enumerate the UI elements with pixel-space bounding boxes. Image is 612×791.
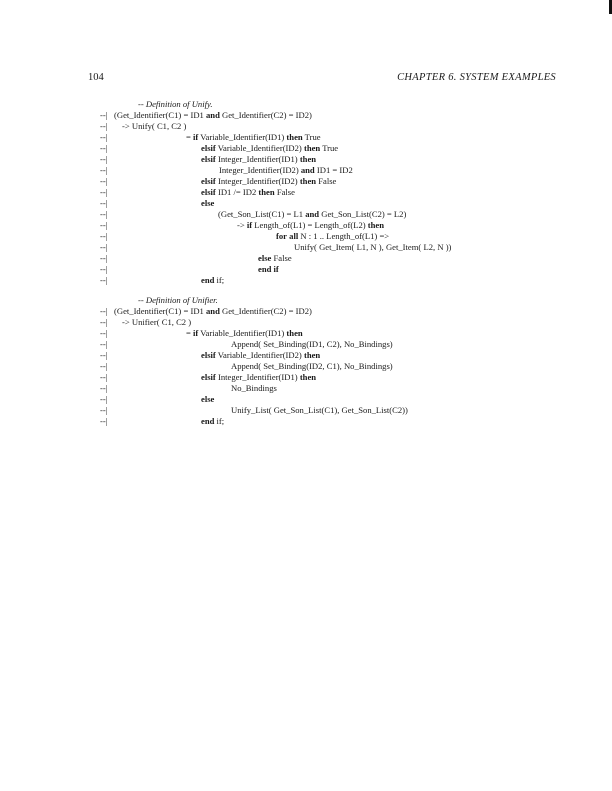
line-marker: --| (100, 110, 108, 120)
line-marker: --| (100, 176, 108, 186)
code-text: (Get_Identifier(C1) = ID1 and Get_Identifier(C2) = ID2) (114, 110, 312, 120)
code-text: elsif Variable_Identifier(ID2) then True (201, 143, 339, 153)
line-marker: --| (100, 264, 108, 274)
line-marker: --| (100, 198, 108, 208)
code-text: No_Bindings (231, 383, 277, 393)
line-marker: --| (100, 242, 108, 252)
code-line (0, 220, 612, 231)
code-text: elsif ID1 /= ID2 then False (201, 187, 295, 197)
line-marker: --| (100, 339, 108, 349)
code-line (0, 154, 612, 165)
code-text: -> if Length_of(L1) = Length_of(L2) then (237, 220, 385, 230)
line-marker: --| (100, 220, 108, 230)
line-marker: --| (100, 132, 108, 142)
code-text: end if; (201, 416, 225, 426)
code-line (0, 253, 612, 264)
line-marker: --| (100, 253, 108, 263)
line-marker: --| (100, 416, 108, 426)
code-line (0, 231, 612, 242)
code-text: else (201, 198, 215, 208)
line-marker: --| (100, 165, 108, 175)
code-text: end if (258, 264, 279, 274)
line-marker: --| (100, 383, 108, 393)
code-text: for all N : 1 .. Length_of(L1) => (276, 231, 390, 241)
code-line (0, 143, 612, 154)
line-marker: --| (100, 209, 108, 219)
code-line (0, 242, 612, 253)
code-text: else (201, 394, 215, 404)
code-text: -> Unify( C1, C2 ) (122, 121, 187, 131)
code-line (0, 317, 612, 328)
code-line (0, 165, 612, 176)
line-marker: --| (100, 317, 108, 327)
line-marker: --| (100, 306, 108, 316)
line-marker: --| (100, 361, 108, 371)
code-line (0, 383, 612, 394)
code-line (0, 121, 612, 132)
code-line (0, 405, 612, 416)
section-comment: -- Definition of Unify. (138, 99, 213, 109)
code-line (0, 110, 612, 121)
code-text: Unify( Get_Item( L1, N ), Get_Item( L2, N )) (294, 242, 452, 252)
code-text: Append( Set_Binding(ID1, C2), No_Bindings) (231, 339, 393, 349)
code-line (0, 132, 612, 143)
code-text: = if Variable_Identifier(ID1) then True (186, 132, 321, 142)
line-marker: --| (100, 405, 108, 415)
code-text: Unify_List( Get_Son_List(C1), Get_Son_List(C2)) (231, 405, 408, 415)
line-marker: --| (100, 121, 108, 131)
code-text: elsif Integer_Identifier(ID1) then (201, 154, 317, 164)
line-marker: --| (100, 187, 108, 197)
code-text: else False (258, 253, 292, 263)
line-marker: --| (100, 275, 108, 285)
code-line (0, 394, 612, 405)
page-number: 104 (88, 72, 104, 83)
section-comment: -- Definition of Unifier. (138, 295, 218, 305)
line-marker: --| (100, 143, 108, 153)
code-line (0, 339, 612, 350)
code-line (0, 264, 612, 275)
code-text: Integer_Identifier(ID2) and ID1 = ID2 (219, 165, 353, 175)
code-text: elsif Integer_Identifier(ID1) then (201, 372, 317, 382)
code-line (0, 187, 612, 198)
code-line (0, 361, 612, 372)
code-line (0, 306, 612, 317)
code-text: = if Variable_Identifier(ID1) then (186, 328, 303, 338)
code-text: (Get_Identifier(C1) = ID1 and Get_Identifier(C2) = ID2) (114, 306, 312, 316)
code-line (0, 328, 612, 339)
line-marker: --| (100, 394, 108, 404)
code-line (0, 372, 612, 383)
code-text: (Get_Son_List(C1) = L1 and Get_Son_List(C2) = L2) (218, 209, 407, 219)
line-marker: --| (100, 350, 108, 360)
line-marker: --| (100, 372, 108, 382)
code-line (0, 198, 612, 209)
line-marker: --| (100, 231, 108, 241)
code-text: Append( Set_Binding(ID2, C1), No_Bindings) (231, 361, 393, 371)
line-marker: --| (100, 328, 108, 338)
code-line (0, 275, 612, 286)
code-line (0, 209, 612, 220)
code-line (0, 176, 612, 187)
code-line (0, 350, 612, 361)
code-text: elsif Integer_Identifier(ID2) then False (201, 176, 337, 186)
line-marker: --| (100, 154, 108, 164)
code-text: -> Unifier( C1, C2 ) (122, 317, 192, 327)
code-text: elsif Variable_Identifier(ID2) then (201, 350, 321, 360)
chapter-title: CHAPTER 6. SYSTEM EXAMPLES (397, 72, 556, 83)
code-text: end if; (201, 275, 225, 285)
code-line (0, 416, 612, 427)
